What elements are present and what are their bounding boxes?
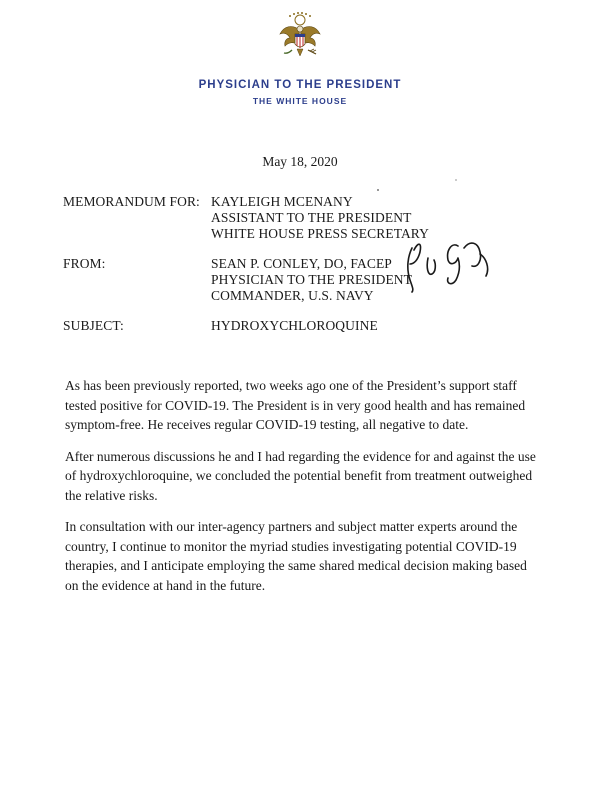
letterhead-title: PHYSICIAN TO THE PRESIDENT	[198, 79, 402, 91]
presidential-seal-icon	[272, 8, 328, 64]
body-paragraph: After numerous discussions he and I had regarding the evidence for and against the use of hydroxychloroquine, we concluded the potential benefit from treatment outweighed the relative risks.	[65, 448, 536, 503]
memo-body	[65, 376, 543, 607]
memo-from-label: FROM:	[63, 256, 106, 271]
letterhead-subtitle: THE WHITE HOUSE	[252, 96, 348, 106]
memo-date: May 18, 2020	[262, 154, 338, 169]
memo-from-block	[211, 256, 412, 304]
scan-speck	[377, 189, 379, 191]
scan-speck	[455, 179, 457, 181]
memo-from-name: SEAN P. CONLEY, DO, FACEP	[211, 256, 392, 271]
memo-to-name: KAYLEIGH MCENANY	[211, 194, 353, 209]
body-paragraph: As has been previously reported, two weeks ago one of the President’s support staff tested positive for COVID-19. The President is in very good health and has remained symptom-free. He receives regular COVID-19 testing, all negative to date.	[65, 378, 526, 432]
memo-to-office: WHITE HOUSE PRESS SECRETARY	[211, 226, 430, 241]
handwritten-signature	[398, 228, 498, 294]
memo-from-title: PHYSICIAN TO THE PRESIDENT	[211, 272, 412, 287]
memo-to-title: ASSISTANT TO THE PRESIDENT	[211, 210, 412, 225]
memo-to-block	[211, 194, 429, 242]
memo-to-label: MEMORANDUM FOR:	[63, 194, 200, 209]
body-paragraph: In consultation with our inter-agency partners and subject matter experts around the country, I continue to monitor the myriad studies investigating potential COVID-19 therapies, and I anticipate employing the same shared medical decision making based on the evidence at hand in the future.	[65, 519, 527, 593]
memo-subject-label: SUBJECT:	[63, 318, 124, 333]
memo-subject: HYDROXYCHLOROQUINE	[211, 318, 378, 333]
memo-from-rank: COMMANDER, U.S. NAVY	[211, 288, 374, 303]
